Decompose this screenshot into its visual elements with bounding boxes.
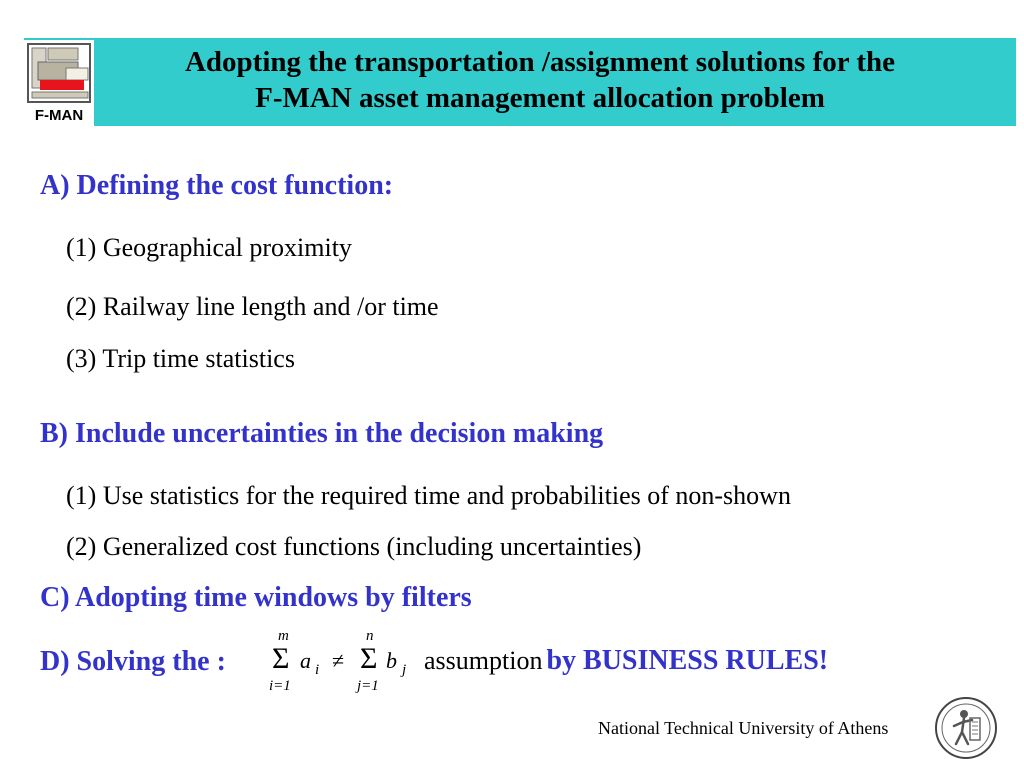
upper-limit-m: m bbox=[278, 628, 289, 644]
logo-graphic bbox=[24, 40, 94, 106]
university-seal-icon bbox=[934, 696, 998, 760]
not-equal-sign: ≠ bbox=[332, 648, 345, 673]
term-b: b bbox=[386, 648, 397, 673]
footer-institution: National Technical University of Athens bbox=[598, 718, 889, 738]
title-line-1: Adopting the transportation /assignment solutions for the bbox=[184, 46, 896, 78]
assumption-text: assumption bbox=[424, 646, 543, 675]
heading-c: C) Adopting time windows by filters bbox=[40, 582, 472, 613]
lower-limit-i: i=1 bbox=[269, 678, 291, 694]
item-b1: (1) Use statistics for the required time and probabilities of non-shown bbox=[66, 481, 791, 510]
heading-a: A) Defining the cost function: bbox=[40, 170, 394, 201]
solving-line-suffix bbox=[424, 645, 828, 677]
fman-logo bbox=[24, 40, 94, 126]
slide-title bbox=[100, 44, 980, 116]
sigma-left: Σ bbox=[272, 642, 290, 675]
logo-text: F-MAN bbox=[34, 107, 84, 124]
heading-b: B) Include uncertainties in the decision making bbox=[40, 418, 604, 449]
item-a2: (2) Railway line length and /or time bbox=[66, 292, 439, 321]
business-rules-text: by BUSINESS RULES! bbox=[546, 645, 829, 676]
term-a: a bbox=[300, 648, 311, 673]
subscript-i: i bbox=[315, 662, 320, 678]
upper-limit-n: n bbox=[366, 628, 374, 644]
heading-d: D) Solving the : bbox=[40, 646, 226, 677]
summation-formula bbox=[266, 628, 426, 698]
subscript-j: j bbox=[402, 662, 407, 678]
title-line-2: F-MAN asset management allocation problem bbox=[255, 82, 825, 114]
item-a3: (3) Trip time statistics bbox=[66, 344, 295, 373]
sigma-right: Σ bbox=[360, 642, 378, 675]
item-b2: (2) Generalized cost functions (including uncertainties) bbox=[66, 532, 642, 561]
item-a1: (1) Geographical proximity bbox=[66, 233, 352, 262]
lower-limit-j: j=1 bbox=[357, 678, 379, 694]
